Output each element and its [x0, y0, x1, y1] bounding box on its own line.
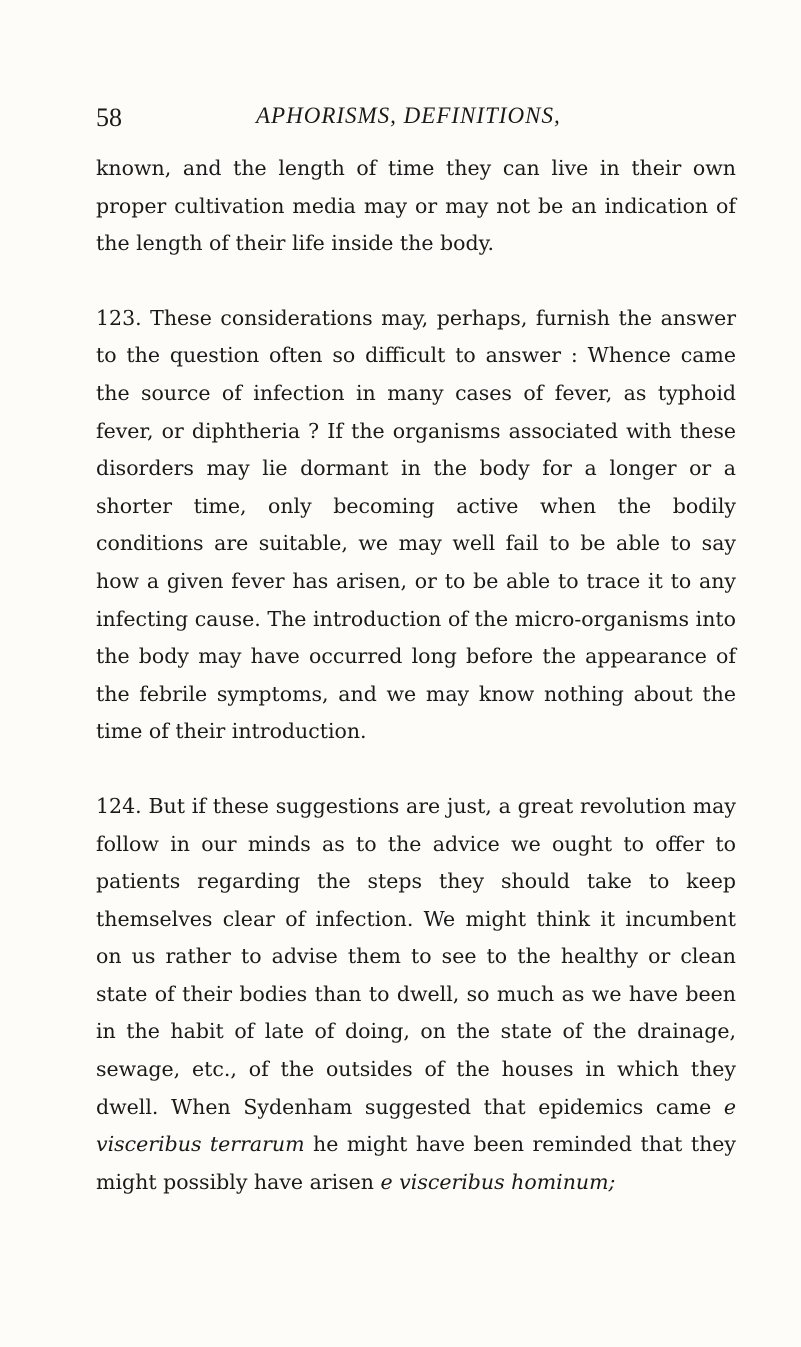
running-head: APHORISMS, DEFINITIONS, [256, 103, 561, 128]
page-number: 58 [96, 103, 122, 132]
page-header [96, 103, 736, 139]
paragraph-continuation: known, and the length of time they can live in their own proper cultivation media may or may not be an indication of the length of their life inside the body. [96, 156, 736, 256]
body-text [96, 150, 736, 1201]
latin-phrase-hominum: e visceribus hominum; [380, 1169, 616, 1194]
paragraph-123: 123. These considerations may, perhaps, furnish the answer to the question often so difficult to answer : Whence came the source of infection in many cases of fever, as typhoid fever, or diphtheria ? If the organisms associated with these disorders may lie dormant in the body for a longer or a shorter time, only becoming active when the bodily conditions are suitable, we may well fail to be able to say how a given fever has arisen, or to be able to trace it to any infecting cause. The introduction of the micro-organisms into the body may have occurred long before the appearance of the febrile symptoms, and we may know nothing about the time of their introduction. [96, 305, 736, 744]
paragraph-124-text-1: 124. But if these suggestions are just, a great revolution may follow in our minds as to the advice we ought to offer to patients regarding the steps they should take to keep themselves clear of infection. We might think it incumbent on us rather to advise them to see to the healthy or clean state of their bodies than to dwell, so much as we have been in the habit of late of doing, on the state of the drainage, sewage, etc., of the outsides of the houses in which they dwell. When Sydenham suggested that epidemics came [96, 793, 736, 1119]
paragraph-124 [96, 788, 736, 1202]
paragraph-124-text-2: he might have been reminded that they might possibly have arisen [96, 1132, 736, 1194]
latin-phrase-terrarum: e visceribus terrarum [96, 1094, 736, 1157]
